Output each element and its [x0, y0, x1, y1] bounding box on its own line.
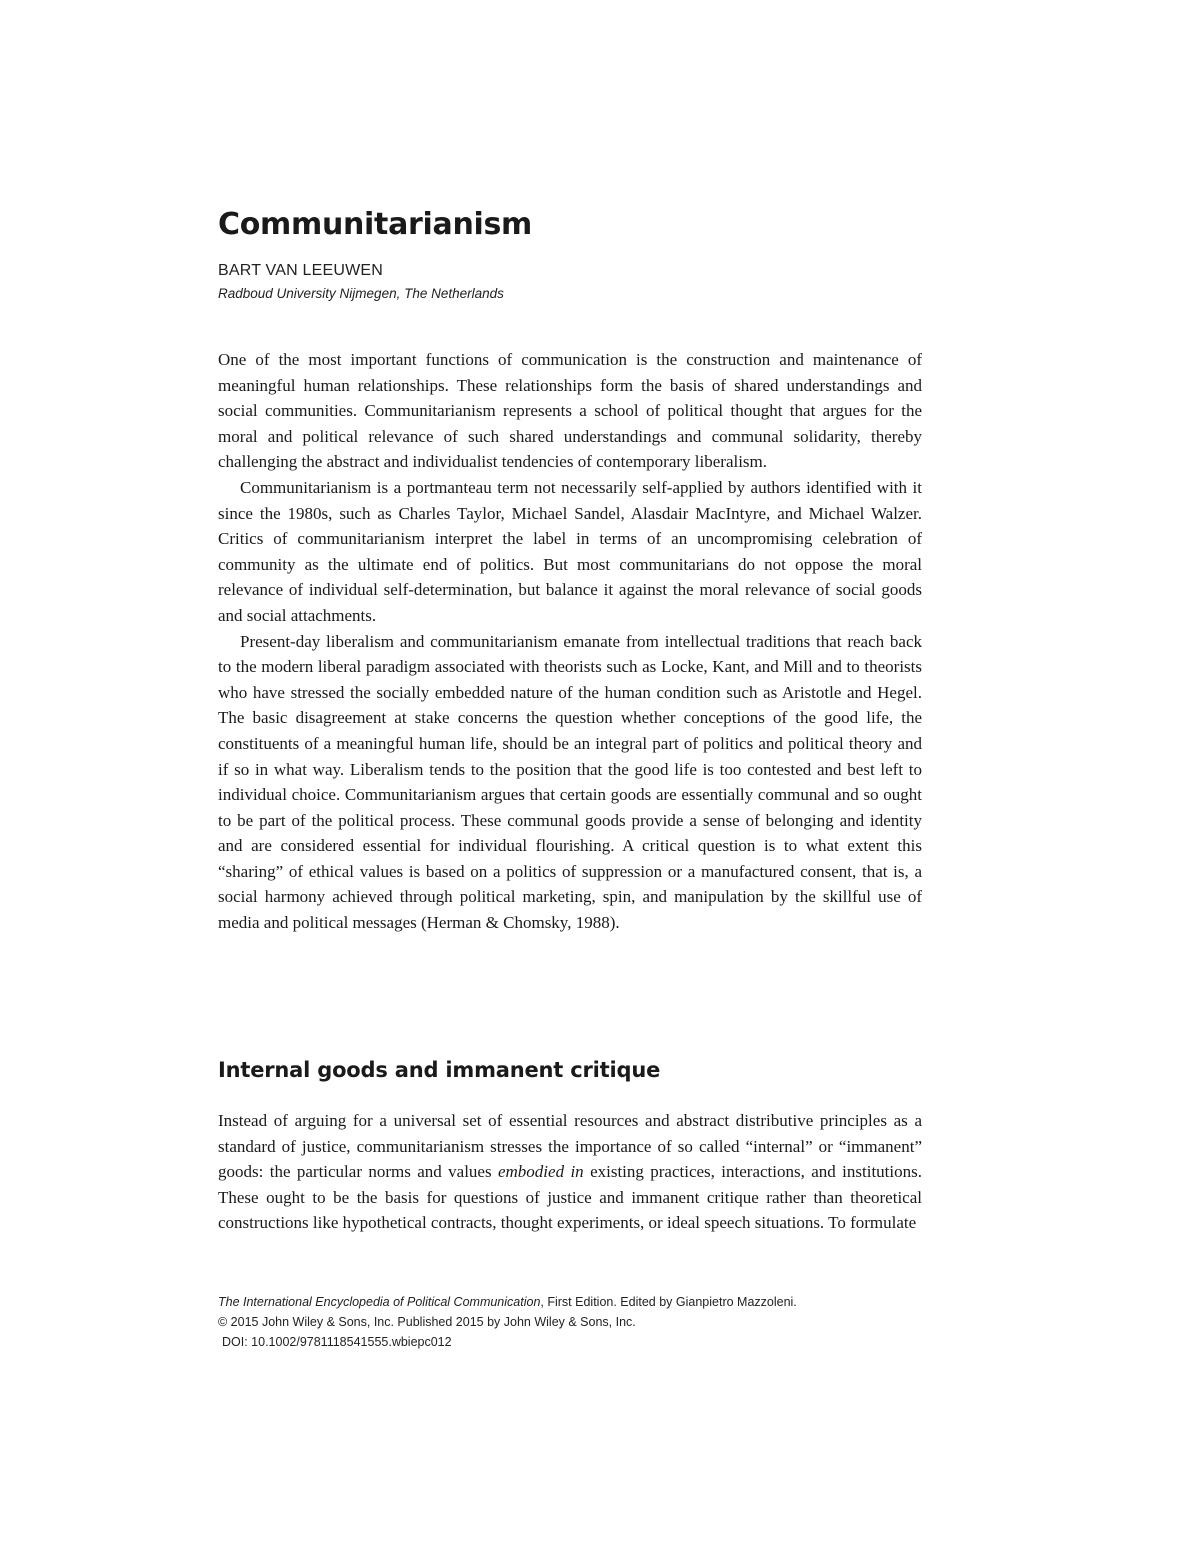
body-paragraph: Communitarianism is a portmanteau term not necessarily self-applied by authors identified with it since the 1980s, such as Charles Taylor, Michael Sandel, Alasdair MacIntyre, and Michael Walzer. Critics of communitarianism interpret the label in terms of an uncompromising celebration of community as the ultimate end of politics. But most communitarians do not oppose the moral relevance of individual self-determination, but balance it against the moral relevance of social goods and social attachments. — [218, 477, 922, 625]
emphasized-text: embodied in — [497, 1162, 584, 1182]
body-paragraph: One of the most important functions of communication is the construction and maintenance of meaningful human relationships. These relationships form the basis of shared understandings and social communities. Communitarianism represents a school of political thought that argues for the moral and political relevance of such shared understandings and communal solidarity, thereby challenging the abstract and individualist tendencies of contemporary liberalism. — [218, 350, 922, 472]
paragraph-text: existing practices, interactions, and institutions. These ought to be the basis for questions of justice and immanent critique rather than theoretical constructions like hypothetical contracts, thought experiments, or ideal speech situations. To formulate — [218, 1162, 922, 1233]
citation-footer — [218, 1292, 922, 1352]
author-affiliation: Radboud University Nijmegen, The Netherlands — [218, 286, 504, 301]
author-name: BART VAN LEEUWEN — [218, 262, 384, 279]
encyclopedia-title: The International Encyclopedia of Political Communication — [218, 1295, 541, 1309]
section-body — [218, 1108, 922, 1236]
article-title: Communitarianism — [218, 207, 533, 242]
body-paragraph: Present-day liberalism and communitarianism emanate from intellectual traditions that reach back to the modern liberal paradigm associated with theorists such as Locke, Kant, and Mill and to theorists who have stressed the socially embedded nature of the human condition such as Aristotle and Hegel. The basic disagreement at stake concerns the question whether conceptions of the good life, the constituents of a meaningful human life, should be an integral part of politics and political theory and if so in what way. Liberalism tends to the position that the good life is too contested and best left to individual choice. Communitarianism argues that certain goods are essentially communal and so ought to be part of the political process. These communal goods provide a sense of belonging and identity and are considered essential for individual flourishing. A critical question is to what extent this “sharing” of ethical values is based on a politics of suppression or a manufactured consent, that is, a social harmony achieved through political marketing, spin, and manipulation by the skillful use of media and political messages (Herman & Chomsky, 1988). — [218, 631, 922, 933]
doi-line: DOI: 10.1002/9781118541555.wbiepc012 — [222, 1335, 452, 1349]
section-heading: Internal goods and immanent critique — [218, 1058, 661, 1082]
copyright-line: © 2015 John Wiley & Sons, Inc. Published 2015 by John Wiley & Sons, Inc. — [218, 1315, 636, 1329]
article-page — [218, 0, 922, 1553]
paragraph-text: Instead of arguing for a universal set of essential resources and abstract distributive principles as a standard of justice, communitarianism stresses the importance of so called “internal” or “immanent” goods: the particular norms and values — [218, 1111, 922, 1182]
intro-section — [218, 347, 922, 936]
body-paragraph — [218, 1108, 922, 1236]
citation-line — [218, 1292, 922, 1312]
edition-text: , First Edition. Edited by Gianpietro Mazzoleni. — [540, 1295, 797, 1309]
